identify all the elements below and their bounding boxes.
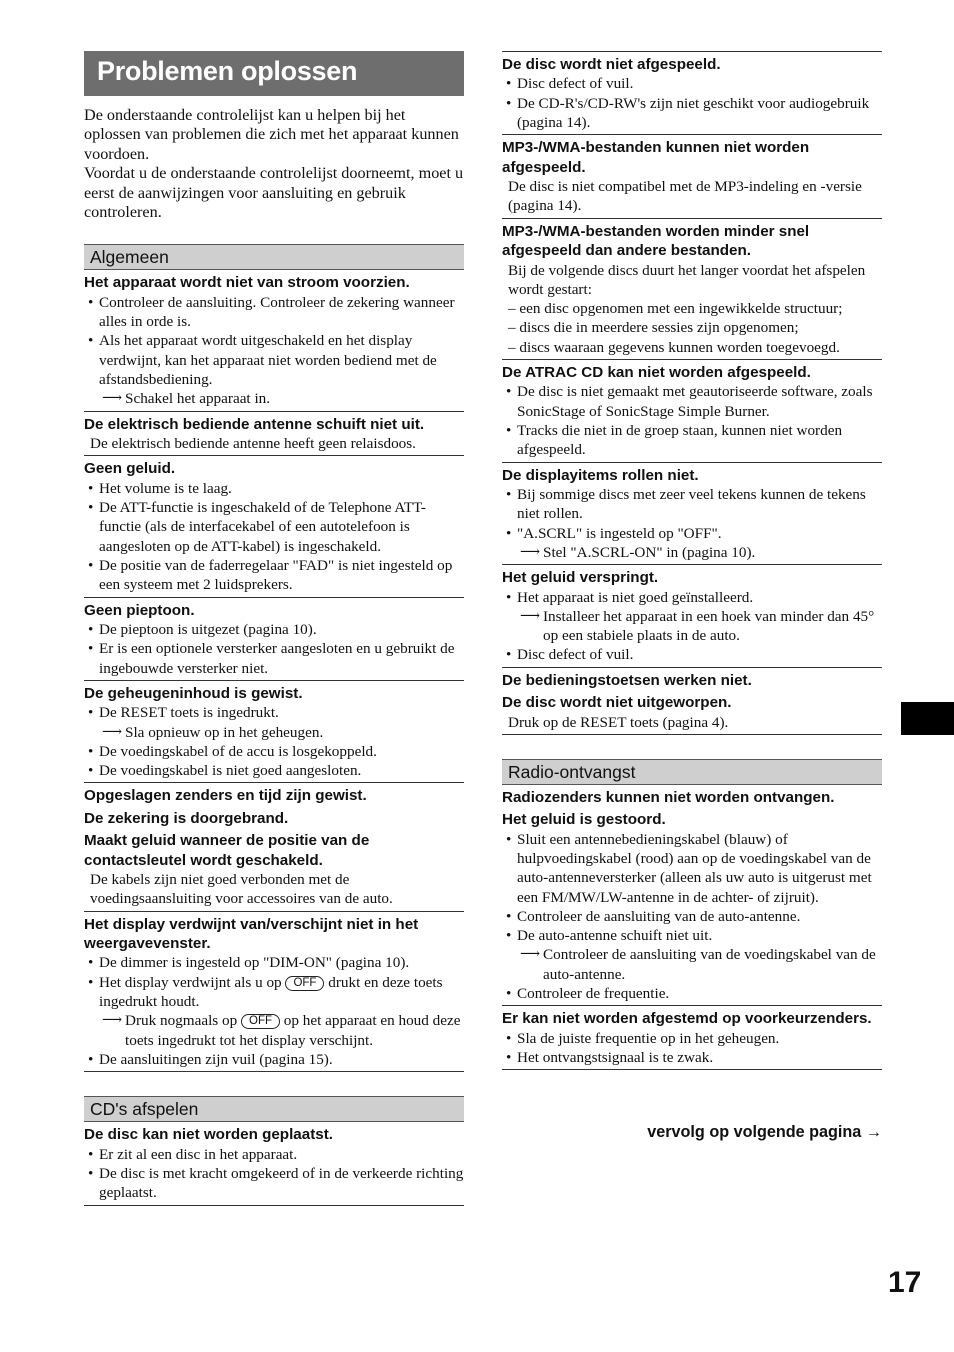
troubleshooting-entry: [84, 681, 464, 784]
solution-list: [84, 1145, 464, 1203]
solution-list: [502, 261, 882, 357]
troubleshooting-entry: [502, 785, 882, 1006]
intro-paragraph: Voordat u de onderstaande controlelijst doorneemt, moet u eerst de aanwijzingen voor aansluiting en gebruik controleren.: [84, 164, 464, 222]
troubleshooting-entry: [502, 565, 882, 668]
problem-heading: De geheugeninhoud is gewist.: [84, 684, 303, 702]
problem-heading: Geen geluid.: [84, 460, 176, 478]
cause-item: • Tracks die niet in de groep staan, kunnen niet worden afgespeeld.: [502, 421, 882, 460]
solution-step: ⟶ Installeer het apparaat in een hoek van minder dan 45° op een stabiele plaats in de auto.: [502, 607, 882, 646]
solution-list: [502, 485, 882, 562]
item-text: Druk nogmaals op: [125, 1012, 238, 1030]
cause-item: • De ATT-functie is ingeschakeld of de Telephone ATT-functie (als de interfacekabel of een autotelefoon is aangesloten op de ATT-kabel) is ingeschakeld.: [84, 498, 464, 556]
cause-item: • Als het apparaat wordt uitgeschakeld en het display verdwijnt, kan het apparaat niet worden bediend met de afstandsbediening.: [84, 331, 464, 389]
item-text: op het apparaat en houd deze toets ingedrukt tot het display verschijnt.: [125, 1012, 461, 1049]
problem-heading: De disc kan niet worden geplaatst.: [84, 1126, 333, 1144]
cause-item: • Het ontvangstsignaal is te zwak.: [502, 1048, 882, 1067]
problem-heading: De zekering is doorgebrand.: [84, 809, 289, 827]
cause-item: • De RESET toets is ingedrukt.: [84, 703, 464, 722]
solution-list: [84, 479, 464, 595]
troubleshooting-entry: [84, 456, 464, 597]
cause-item: • Het volume is te laag.: [84, 479, 464, 498]
section-header-radio: Radio-ontvangst: [502, 759, 882, 785]
continue-next-page: vervolg op volgende pagina →: [647, 1123, 882, 1141]
solution-list: [502, 830, 882, 1004]
troubleshooting-entry: [502, 360, 882, 463]
solution-list: [84, 434, 464, 453]
problem-heading: Radiozenders kunnen niet worden ontvangen.: [502, 788, 835, 806]
cause-item: – discs waaraan gegevens kunnen worden toegevoegd.: [508, 338, 840, 356]
off-button-icon: OFF: [241, 1014, 280, 1029]
troubleshooting-entry: [84, 1122, 464, 1205]
solution-step: ⟶ Schakel het apparaat in.: [84, 389, 464, 408]
troubleshooting-entry: [502, 668, 882, 735]
problem-heading: Het geluid is gestoord.: [502, 811, 666, 829]
cause-item: [84, 973, 464, 1012]
solution-list: [84, 953, 464, 1069]
right-column: [502, 51, 882, 1070]
cause-item: • De voedingskabel is niet goed aangesloten.: [84, 761, 464, 780]
problem-heading: Het display verdwijnt van/verschijnt niet in het weergavevenster.: [84, 915, 419, 953]
cause-item: De kabels zijn niet goed verbonden met de voedingsaansluiting voor accessoires van de auto.: [90, 871, 393, 908]
problem-heading: Opgeslagen zenders en tijd zijn gewist.: [84, 787, 367, 805]
problem-heading: Maakt geluid wanneer de positie van de contactsleutel wordt geschakeld.: [84, 832, 370, 869]
cause-item: • Sluit een antennebedieningskabel (blauw) of hulpvoedingskabel (rood) aan op de voedingskabel van de auto-antenneversterker (alleen als uw auto is uitgerust met een FM/MW/LW-antenne in de achter- of zijruit).: [502, 830, 882, 907]
cause-item: • Controleer de aansluiting van de auto-antenne.: [502, 907, 882, 926]
solution-list: [502, 1029, 882, 1068]
solution-step: ⟶ Stel "A.SCRL-ON" in (pagina 10).: [502, 543, 882, 562]
page-title: Problemen oplossen: [84, 51, 464, 96]
item-text: drukt en deze toets ingedrukt houdt.: [99, 973, 443, 1011]
troubleshooting-entry: [84, 912, 464, 1073]
cause-item: • Het apparaat is niet goed geïnstalleerd.: [502, 588, 882, 607]
cause-item: De disc is niet compatibel met de MP3-indeling en -versie (pagina 14).: [508, 178, 862, 215]
intro-paragraph: De onderstaande controlelijst kan u helpen bij het oplossen van problemen die zich met het apparaat kunnen voordoen.: [84, 106, 459, 163]
troubleshooting-entry: [502, 52, 882, 135]
troubleshooting-entry: [502, 463, 882, 566]
problem-heading: De ATRAC CD kan niet worden afgespeeld.: [502, 364, 811, 381]
section-header-cd: CD's afspelen: [84, 1096, 464, 1122]
cause-item: • Sla de juiste frequentie op in het geheugen.: [502, 1029, 882, 1048]
problem-heading: De elektrisch bediende antenne schuift niet uit.: [84, 415, 425, 433]
problem-heading: Er kan niet worden afgestemd op voorkeurzenders.: [502, 1010, 872, 1028]
cause-item: Bij de volgende discs duurt het langer voordat het afspelen wordt gestart:: [508, 261, 866, 298]
solution-step: ⟶ Sla opnieuw op in het geheugen.: [84, 723, 464, 742]
left-column: [84, 51, 464, 1206]
cause-item: • Er is een optionele versterker aangesloten en u gebruikt de ingebouwde versterker niet.: [84, 639, 464, 678]
cause-item: • Disc defect of vuil.: [502, 645, 882, 664]
cause-item: • Bij sommige discs met zeer veel tekens kunnen de tekens niet rollen.: [502, 485, 882, 524]
cause-item: • De aansluitingen zijn vuil (pagina 15).: [84, 1050, 464, 1069]
solution-list: [502, 588, 882, 665]
troubleshooting-entry: [84, 412, 464, 457]
cause-item: • De auto-antenne schuift niet uit.: [502, 926, 882, 945]
intro-text: [84, 106, 464, 222]
cause-item: • Er zit al een disc in het apparaat.: [84, 1145, 464, 1164]
problem-heading: De bedieningstoetsen werken niet.: [502, 671, 752, 689]
off-button-icon: OFF: [285, 976, 324, 991]
solution-list: [84, 293, 464, 409]
solution-step: ⟶ Controleer de aansluiting van de voedingskabel van de auto-antenne.: [502, 945, 882, 984]
page-number: 17: [888, 1266, 922, 1299]
troubleshooting-entry: [84, 783, 464, 911]
cause-item: De elektrisch bediende antenne heeft geen relaisdoos.: [90, 435, 416, 453]
problem-heading: Het apparaat wordt niet van stroom voorzien.: [84, 274, 410, 292]
cause-item: • De dimmer is ingesteld op "DIM-ON" (pagina 10).: [84, 953, 464, 972]
cause-item: • Disc defect of vuil.: [502, 74, 882, 93]
solution-step: [84, 1011, 464, 1050]
troubleshooting-entry: [84, 270, 464, 411]
cause-item: • Controleer de aansluiting. Controleer de zekering wanneer alles in orde is.: [84, 293, 464, 332]
solution-list: [84, 703, 464, 780]
problem-heading: MP3-/WMA-bestanden kunnen niet worden afgespeeld.: [502, 139, 810, 176]
cause-item: – een disc opgenomen met een ingewikkelde structuur;: [508, 300, 843, 318]
troubleshooting-entry: [502, 1006, 882, 1070]
solution-list: [84, 870, 464, 909]
solution-list: [502, 177, 882, 216]
item-text: Het display verdwijnt als u op: [99, 973, 282, 991]
troubleshooting-entry: [502, 219, 882, 360]
cause-item: • De disc is niet gemaakt met geautoriseerde software, zoals SonicStage of SonicStage Simple Burner.: [502, 382, 882, 421]
solution-list: [84, 620, 464, 678]
cause-item: Druk op de RESET toets (pagina 4).: [508, 713, 729, 731]
solution-list: [502, 74, 882, 132]
problem-heading: Geen pieptoon.: [84, 601, 195, 619]
problem-heading: De disc wordt niet afgespeeld.: [502, 56, 721, 73]
troubleshooting-entry: [84, 598, 464, 681]
cause-item: • De pieptoon is uitgezet (pagina 10).: [84, 620, 464, 639]
cause-item: • De disc is met kracht omgekeerd of in de verkeerde richting geplaatst.: [84, 1164, 464, 1203]
chapter-tab-marker: [901, 702, 954, 735]
solution-list: [502, 382, 882, 459]
cause-item: • De CD-R's/CD-RW's zijn niet geschikt voor audiogebruik (pagina 14).: [502, 94, 882, 133]
cause-item: • De positie van de faderregelaar "FAD" is niet ingesteld op een systeem met 2 luidsprekers.: [84, 556, 464, 595]
troubleshooting-entry: [502, 135, 882, 218]
cause-item: – discs die in meerdere sessies zijn opgenomen;: [508, 319, 799, 337]
section-header-algemeen: Algemeen: [84, 244, 464, 270]
cause-item: • De voedingskabel of de accu is losgekoppeld.: [84, 742, 464, 761]
problem-heading: MP3-/WMA-bestanden worden minder snel afgespeeld dan andere bestanden.: [502, 222, 810, 260]
problem-heading: Het geluid verspringt.: [502, 569, 659, 587]
problem-heading: De disc wordt niet uitgeworpen.: [502, 694, 732, 712]
solution-list: [502, 713, 882, 732]
problem-heading: De displayitems rollen niet.: [502, 466, 699, 484]
cause-item: • "A.SCRL" is ingesteld op "OFF".: [502, 524, 882, 543]
cause-item: • Controleer de frequentie.: [502, 984, 882, 1003]
